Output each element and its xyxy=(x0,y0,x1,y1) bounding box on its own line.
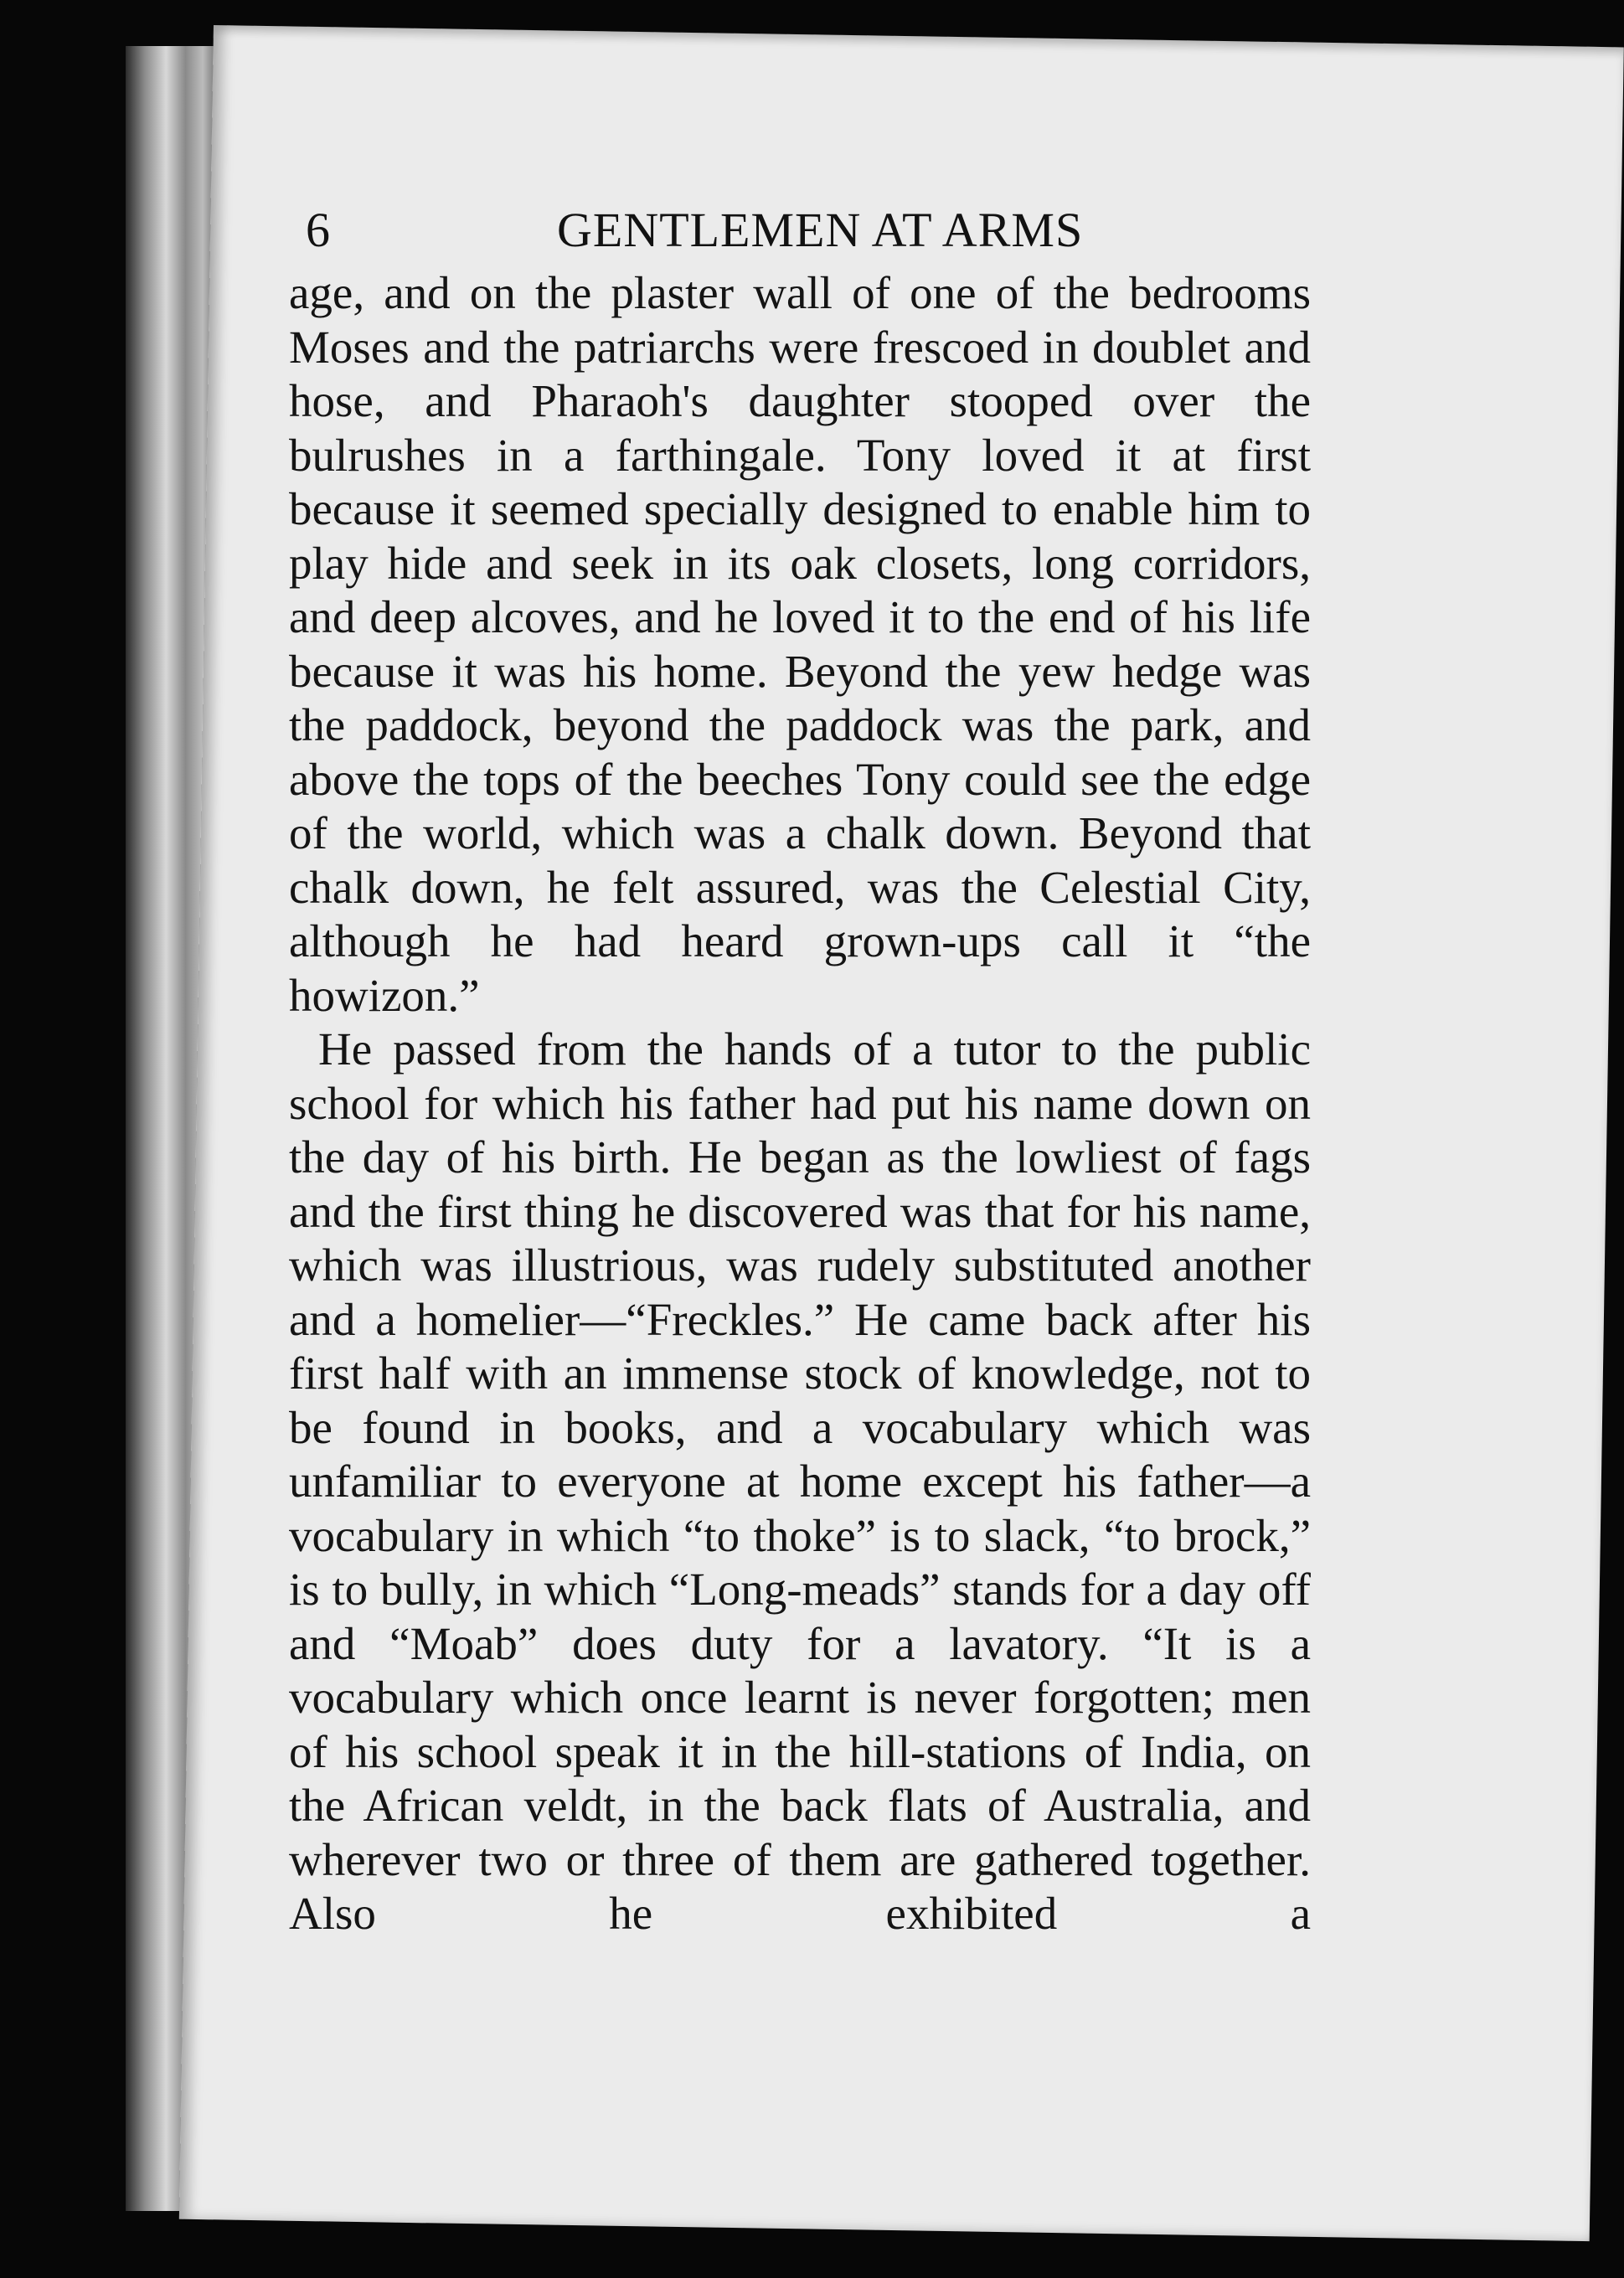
paragraph-1: age, and on the plaster wall of one of the bedrooms Moses and the patriarchs were frescoed in doublet and hose, and Pharaoh's daughter stooped over the bulrushes in a farthingale. Tony loved it at first because it seemed specially designed to enable him to play hide and seek in its oak closets, long corridors, and deep alcoves, and he loved it to the end of his life because it was his home. Beyond the yew hedge was the paddock, beyond the paddock was the park, and above the tops of the beeches Tony could see the edge of the world, which was a chalk down. Beyond that chalk down, he felt assured, was the Celestial City, although he had heard grown-ups call it “the howizon.” xyxy=(289,267,1311,1021)
running-title: GENTLEMEN AT ARMS xyxy=(557,203,1084,257)
page-number: 6 xyxy=(306,203,330,257)
running-head xyxy=(306,188,1177,272)
paragraph-2: He passed from the hands of a tutor to the public school for which his father had put his name down on the day of his birth. He began as the lowliest of fags and the first thing he discovered was that for his name, which was illustrious, was rudely substituted another and a homelier—“Freckles.” He came back after his first half with an immense stock of knowledge, not to be found in books, and a vocabulary which was unfamiliar to everyone at home except his father—a vocabulary in which “to thoke” is to slack, “to brock,” is to bully, in which “Long-meads” stands for a day off and “Moab” does duty for a lavatory. “It is a vocabulary which once learnt is never forgotten; men of his school speak it in the hill-stations of India, on the African veldt, in the back flats of Australia, and wherever two or three of them are gathered together. Also he exhibited a xyxy=(289,1023,1311,1939)
body-text xyxy=(289,266,1311,1941)
